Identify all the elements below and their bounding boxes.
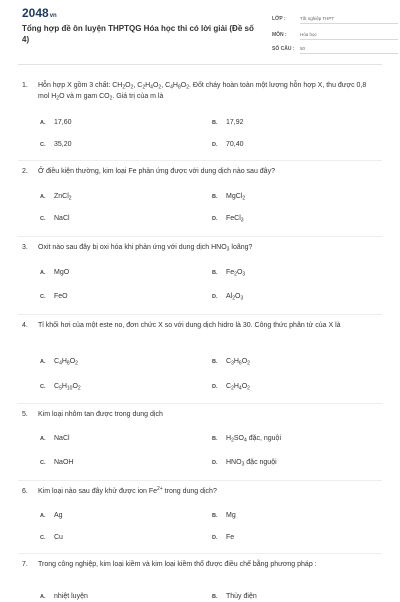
option-a[interactable]: A. MgO	[40, 269, 70, 276]
option-text: MgO	[54, 269, 70, 276]
option-text: Thủy điện	[226, 593, 257, 600]
option-b[interactable]: B. Thủy điện	[212, 593, 257, 600]
option-d[interactable]: D. FeCl$_3$	[212, 215, 244, 224]
option-text: 17,92	[226, 119, 244, 126]
option-text: $Fe_2O_3$	[226, 269, 246, 278]
option-text: 35,20	[54, 141, 72, 148]
logo-suffix: vn	[49, 13, 57, 19]
option-text: Ag	[54, 512, 63, 519]
option-text: $HNO_3$ đặc nguội	[226, 459, 277, 468]
option-b[interactable]: B. 17,92	[212, 119, 244, 126]
question-number: 7.	[22, 561, 28, 568]
option-d[interactable]: D. 70,40	[212, 141, 244, 148]
question-5	[22, 409, 376, 420]
option-text: $Al_2O_3$	[226, 293, 244, 302]
question-number: 1.	[22, 82, 28, 89]
option-a[interactable]: A. 17,60	[40, 119, 72, 126]
option-c[interactable]: C. $C_5H_{10}O_2$	[40, 383, 81, 392]
question-number: 5.	[22, 411, 28, 418]
question-text: Ở điều kiện thường, kim loại Fe phản ứng được với dung dịch nào sau đây?	[38, 168, 275, 175]
question-number: 4.	[22, 322, 28, 329]
option-b[interactable]: B. $H_2SO_4$ đặc, nguội	[212, 435, 281, 444]
option-d[interactable]: D. $HNO_3$ đặc nguội	[212, 459, 277, 468]
question-separator	[18, 480, 382, 481]
logo-text: 2048	[22, 6, 49, 20]
option-text: 17,60	[54, 119, 72, 126]
option-text: $H_2SO_4$ đặc, nguội	[226, 435, 281, 444]
option-text: $C_3H_6O_2$	[226, 358, 250, 367]
option-a[interactable]: A. nhiệt luyện	[40, 593, 88, 600]
question-2	[22, 166, 376, 177]
option-c[interactable]: C. NaOH	[40, 459, 74, 466]
option-c[interactable]: C. Cu	[40, 534, 63, 541]
option-a[interactable]: A. Ag	[40, 512, 63, 519]
option-d[interactable]: D. $C_2H_4O_2$	[212, 383, 250, 392]
option-a[interactable]: A. $C_4H_8O_2$	[40, 358, 78, 367]
option-a[interactable]: A. NaCl	[40, 435, 70, 442]
meta-value: Hóa học	[300, 32, 398, 40]
option-text: ZnCl$_2$	[54, 193, 72, 202]
option-b[interactable]: B. Mg	[212, 512, 236, 519]
question-number: 6.	[22, 488, 28, 495]
meta-question-count	[272, 43, 398, 59]
question-text: Trong công nghiệp, kim loại kiềm và kim loại kiềm thổ được điều chế bằng phương pháp :	[38, 561, 317, 568]
meta-label: LỚP :	[272, 16, 286, 22]
option-text: NaOH	[54, 459, 74, 466]
option-text: $C_2H_4O_2$	[226, 383, 250, 392]
option-c[interactable]: C. FeO	[40, 293, 68, 300]
option-c[interactable]: C. NaCl	[40, 215, 70, 222]
question-7	[22, 559, 376, 570]
question-text: Hỗn hợp X gồm 3 chất: $CH_2O_2$, $C_2H_4O_2$, $C_4H_8O_2$. Đốt cháy hoàn toàn một lượng hỗn hợp X, thu được 0,8 mol $H_2O$ và m gam $CO_2$. Giá trị của m là	[38, 82, 367, 102]
option-text: Cu	[54, 534, 63, 541]
site-logo[interactable]	[22, 6, 57, 20]
question-separator	[18, 403, 382, 404]
option-text: $C_4H_8O_2$	[54, 358, 78, 367]
option-text: NaCl	[54, 435, 70, 442]
meta-label: MÔN :	[272, 32, 287, 38]
question-text: Oxit nào sau đây bị oxi hóa khi phản ứng với dung dịch $HNO_3$ loãng?	[38, 244, 253, 253]
option-text: nhiệt luyện	[54, 593, 88, 600]
question-separator	[18, 553, 382, 554]
option-text: Fe	[226, 534, 235, 541]
question-text: Kim loại nào sau đây khử được ion $Fe^{2+}$ trong dung dịch?	[38, 486, 217, 495]
question-text: Kim loại nhôm tan được trong dung dịch	[38, 411, 163, 418]
question-1	[22, 80, 376, 102]
question-separator	[18, 160, 382, 161]
question-number: 2.	[22, 168, 28, 175]
meta-class	[272, 13, 398, 29]
header-divider	[18, 64, 382, 65]
option-d[interactable]: D. Fe	[212, 534, 235, 541]
option-c[interactable]: C. 35,20	[40, 141, 72, 148]
question-6	[22, 486, 376, 497]
option-text: FeO	[54, 293, 68, 300]
question-text: Tỉ khối hơi của một este no, đơn chức X so với dung dịch hidro là 30. Công thức phân tử của X là	[38, 322, 341, 329]
question-3	[22, 242, 376, 253]
option-text: 70,40	[226, 141, 244, 148]
meta-value: 50	[300, 46, 398, 54]
option-text: FeCl$_3$	[226, 215, 244, 224]
option-b[interactable]: B. $C_3H_6O_2$	[212, 358, 250, 367]
question-separator	[18, 314, 382, 315]
question-4	[22, 320, 376, 331]
meta-label: SỐ CÂU :	[272, 46, 295, 52]
option-text: Mg	[226, 512, 236, 519]
option-d[interactable]: D. $Al_2O_3$	[212, 293, 244, 302]
option-b[interactable]: B. $Fe_2O_3$	[212, 269, 246, 278]
option-b[interactable]: B. MgCl$_2$	[212, 193, 246, 202]
header	[18, 0, 382, 62]
option-text: MgCl$_2$	[226, 193, 246, 202]
option-text: $C_5H_{10}O_2$	[54, 383, 81, 392]
question-separator	[18, 236, 382, 237]
meta-value: Tốt nghiệp THPT	[300, 16, 398, 24]
document-title: Tổng hợp đề ôn luyện THPTQG Hóa học thi có lời giải (Đề số 4)	[22, 24, 254, 44]
option-text: NaCl	[54, 215, 70, 222]
option-a[interactable]: A. ZnCl$_2$	[40, 193, 72, 202]
question-number: 3.	[22, 244, 28, 251]
